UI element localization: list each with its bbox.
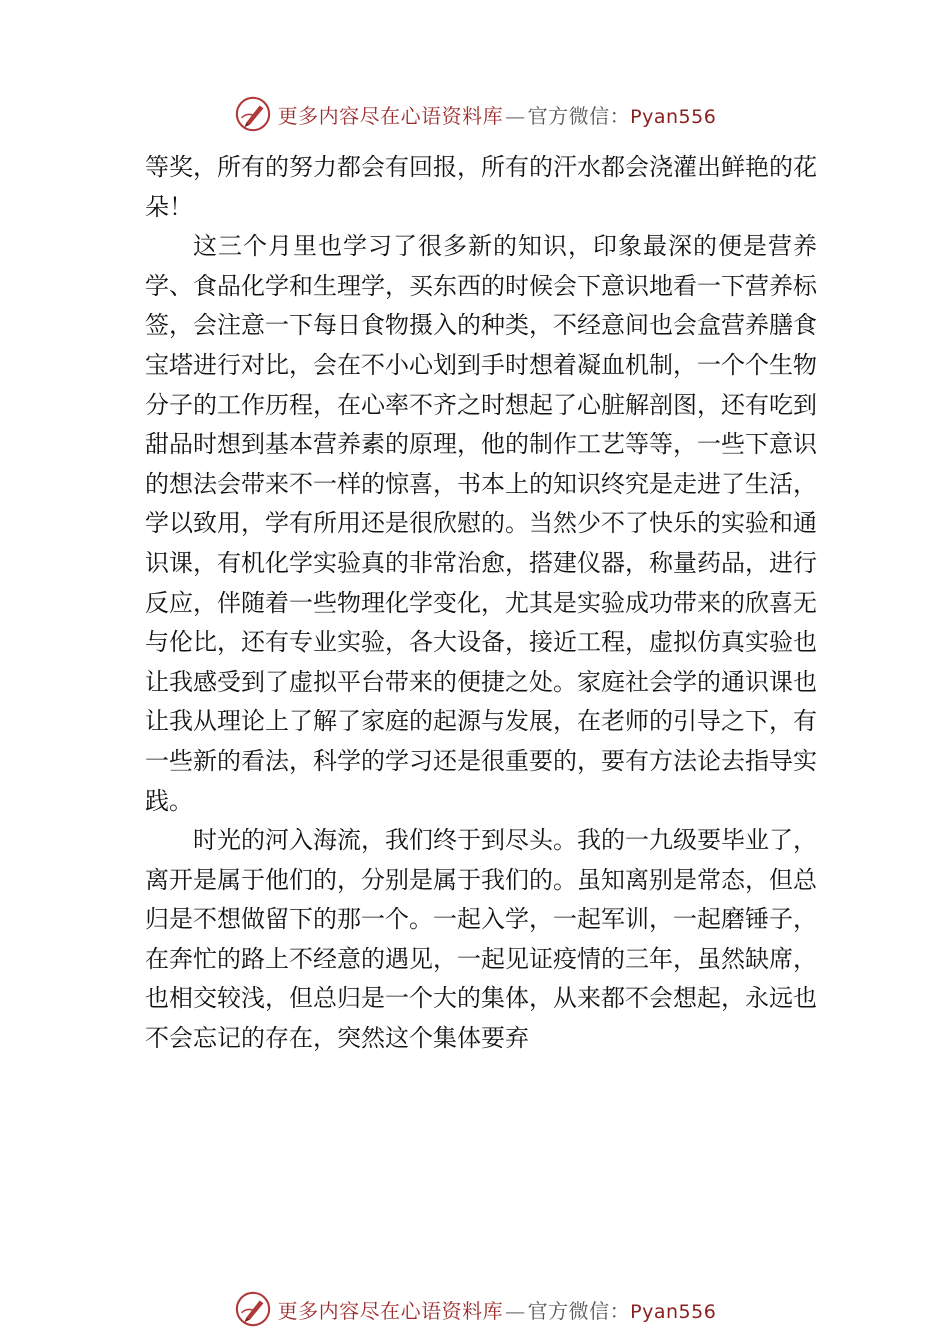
- footer-text: [278, 1295, 717, 1324]
- footer-separator: —: [505, 1298, 526, 1323]
- document-body: [145, 148, 817, 1059]
- pen-logo-icon: [234, 95, 272, 133]
- header-wechat-label: 官方微信：: [527, 103, 631, 128]
- paragraph: 等奖，所有的努力都会有回报，所有的汗水都会浇灌出鲜艳的花朵！: [145, 153, 817, 221]
- header-banner: [0, 92, 950, 136]
- footer-banner: [0, 1287, 950, 1331]
- footer-wechat-label: 官方微信：: [527, 1298, 631, 1323]
- header-site-text: 更多内容尽在心语资料库: [277, 103, 504, 128]
- paragraph: 时光的河入海流，我们终于到尽头。我的一九级要毕业了，离开是属于他们的，分别是属于我们的。虽知离别是常态，但总归是不想做留下的那一个。一起入学，一起军训，一起磨锤子，在奔忙的路上不经意的遇见，一起见证疫情的三年，虽然缺席，也相交较浅，但总归是一个大的集体，从来都不会想起，永远也不会忘记的存在，突然这个集体要弃: [145, 826, 817, 1053]
- header-wechat-id: Pyan556: [630, 105, 717, 128]
- footer-site-text: 更多内容尽在心语资料库: [277, 1298, 504, 1323]
- header-separator: —: [505, 103, 526, 128]
- pen-logo-icon: [234, 1290, 272, 1328]
- header-text: [278, 100, 717, 129]
- footer-wechat-id: Pyan556: [630, 1300, 717, 1323]
- paragraph: 这三个月里也学习了很多新的知识，印象最深的便是营养学、食品化学和生理学，买东西的时候会下意识地看一下营养标签，会注意一下每日食物摄入的种类，不经意间也会盒营养膳食宝塔进行对比，会在不小心划到手时想着凝血机制，一个个生物分子的工作历程，在心率不齐之时想起了心脏解剖图，还有吃到甜品时想到基本营养素的原理，他的制作工艺等等，一些下意识的想法会带来不一样的惊喜，书本上的知识终究是走进了生活，学以致用，学有所用还是很欣慰的。当然少不了快乐的实验和通识课，有机化学实验真的非常治愈，搭建仪器，称量药品，进行反应，伴随着一些物理化学变化，尤其是实验成功带来的欣喜无与伦比，还有专业实验，各大设备，接近工程，虚拟仿真实验也让我感受到了虚拟平台带来的便捷之处。家庭社会学的通识课也让我从理论上了解了家庭的起源与发展，在老师的引导之下，有一些新的看法，科学的学习还是很重要的，要有方法论去指导实践。: [145, 232, 817, 815]
